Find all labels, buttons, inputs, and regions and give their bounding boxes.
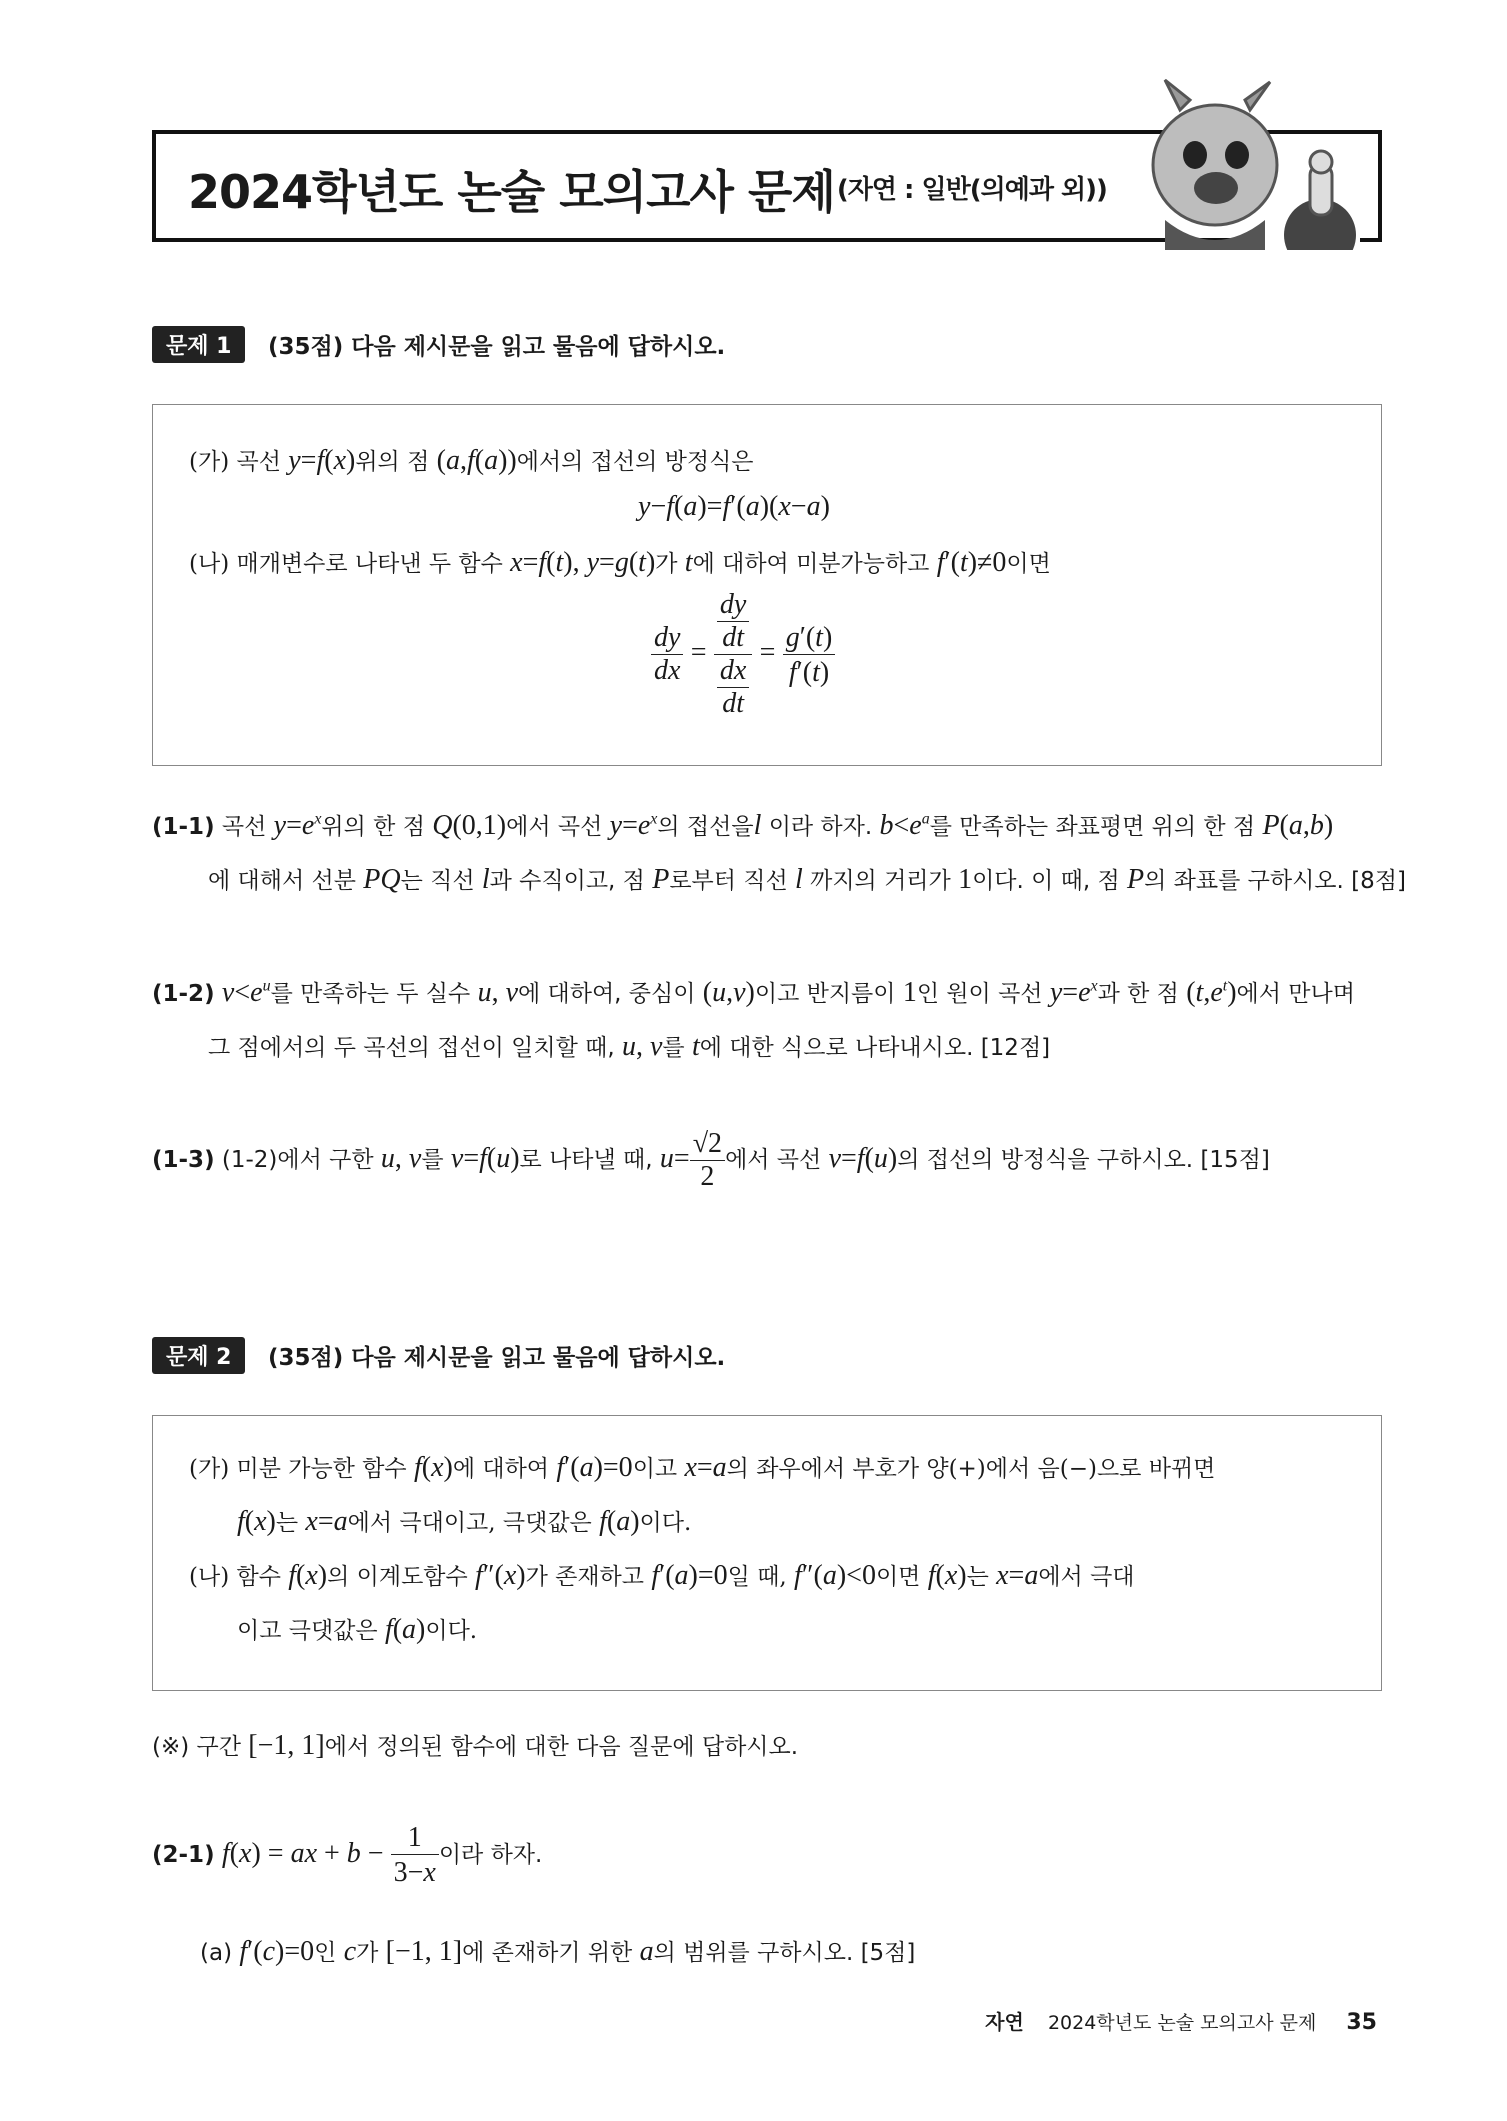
question-1-2-line2: 그 점에서의 두 곡선의 접선이 일치할 때, u, v를 t에 대한 식으로 나타내시오. [12점] [208,1031,1051,1062]
problem2-note: (※) 구간 [−1, 1]에서 정의된 함수에 대한 다음 질문에 답하시오. [152,1730,799,1761]
question-1-1-line1: (1-1) 곡선 $y=e^x$위의 한 점 Q(0,1)에서 곡선 $y=e^x$의 접선을l 이라 하자. $b<e^a$를 만족하는 좌표평면 위의 한 점 P(a,b) [152,810,1334,841]
problem1-badge: 문제 1 [152,326,245,363]
passage-na: (나) 매개변수로 나타낸 두 함수 x=f(t), y=g(t)가 t에 대하여 미분가능하고 f′(t)≠0이면 [189,547,1051,578]
points-1-1: [8점] [1351,868,1406,894]
points-2-1-a: [5점] [860,1940,916,1966]
passage2-ga-line1: (가) 미분 가능한 함수 f(x)에 대하여 f′(a)=0이고 x=a의 좌우에서 부호가 양(+)에서 음(−)으로 바뀌면 [189,1452,1216,1483]
problem2-passage-box [152,1415,1382,1691]
passage2-ga-line2: f(x)는 x=a에서 극대이고, 극댓값은 f(a)이다. [237,1506,692,1537]
problem1-instruction: (35점) 다음 제시문을 읽고 물음에 답하시오. [268,334,726,360]
passage2-na-line1: (나) 함수 f(x)의 이계도함수 f″(x)가 존재하고 f′(a)=0일 때, f″(a)<0이면 f(x)는 x=a에서 극대 [189,1560,1135,1591]
passage-ga: (가) 곡선 y=f(x)위의 점 (a,f(a))에서의 접선의 방정식은 [189,445,754,476]
question-1-1-line2: 에 대해서 선분 PQ는 직선 l과 수직이고, 점 P로부터 직선 l 까지의 거리가 1이다. 이 때, 점 P의 좌표를 구하시오. [8점] [208,864,1406,895]
parametric-derivative: $\frac{dy}{dx}$ = $\frac{\frac{dy}{dt}}{\frac{dx}{dt}}$ = $\frac{g'(t)}{f'(t)}$ [651,589,835,720]
passage2-na-line2: 이고 극댓값은 f(a)이다. [237,1614,478,1645]
footer-section: 자연 [985,2010,1024,2034]
points-1-3: [15점] [1200,1147,1270,1173]
mascot-illustration [1120,70,1360,250]
problem2-instruction: (35점) 다음 제시문을 읽고 물음에 답하시오. [268,1345,726,1371]
problem1-passage-box [152,404,1382,766]
question-2-1: (2-1) f(x) = ax + b − $\frac{1}{3-x}$ 이라 하자. [152,1822,543,1888]
page-title: 2024학년도 논술 모의고사 문제$^{(자연 : 일반(의예과 외))}$ [188,165,1107,219]
tangent-equation: y−f(a)=f′(a)(x−a) [638,491,830,522]
footer-title: 2024학년도 논술 모의고사 문제 [1047,2012,1317,2034]
points-1-2: [12점] [980,1035,1051,1061]
page-footer [985,2006,1377,2035]
question-1-3: (1-3) (1-2)에서 구한 u, v를 v=f(u)로 나타낼 때, u= $\frac{√2}{2}$ 에서 곡선 v=f(u)의 접선의 방정식을 구하시오. [15점] [152,1128,1270,1192]
problem2-badge: 문제 2 [152,1337,245,1374]
page-subtitle: (자연 : 일반(의예과 외)) [836,175,1107,205]
question-2-1-a: (a) f′(c)=0인 c가 [−1, 1]에 존재하기 위한 a의 범위를 구하시오. [5점] [200,1936,916,1967]
question-1-2-line1: (1-2) $v<e^u$를 만족하는 두 실수 u, v에 대하여, 중심이 (u,v)이고 반지름이 1인 원이 곡선 $y=e^x$과 한 점 $(t,e^t)$에서 만나며 [152,977,1355,1008]
page-number: 35 [1346,2010,1377,2035]
